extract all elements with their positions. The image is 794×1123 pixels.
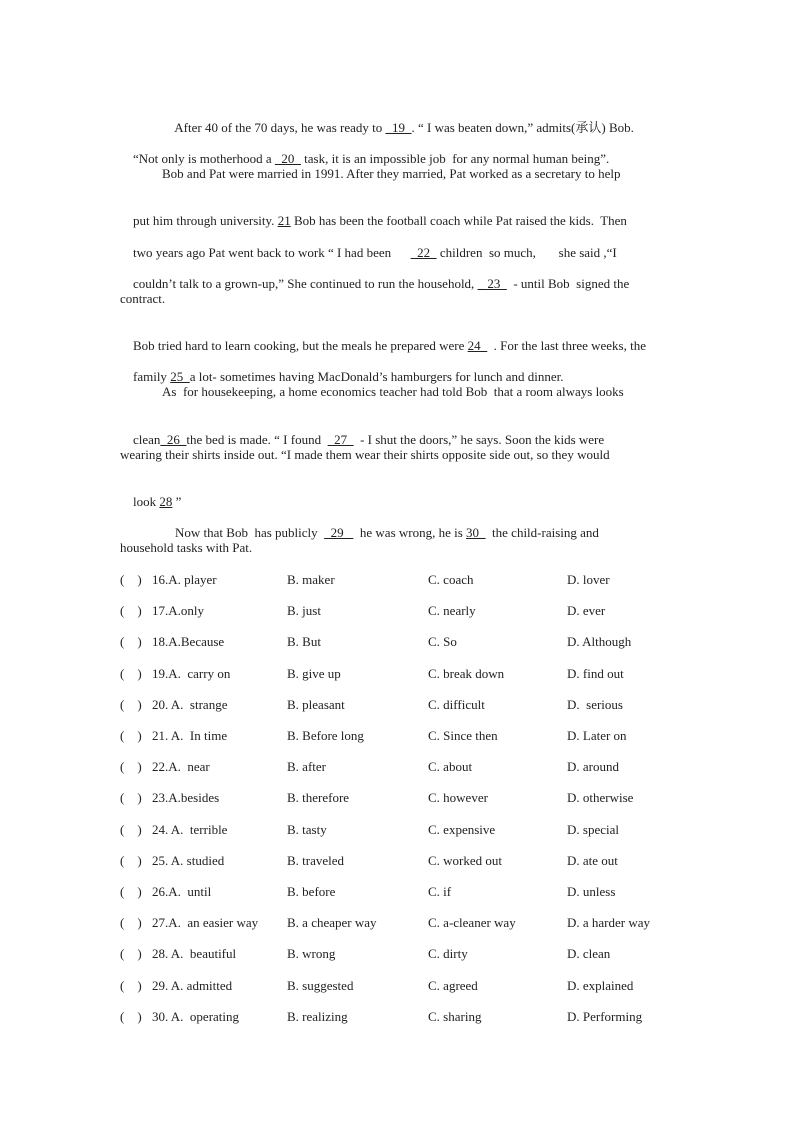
option-a: 26.A. until [152,884,212,899]
option-c: C. difficult [428,697,485,712]
answer-bracket[interactable]: ( ) [120,978,142,993]
option-b: B. maker [287,572,335,587]
option-a: 19.A. carry on [152,666,231,681]
answer-bracket[interactable]: ( ) [120,790,142,805]
text: he was wrong, he is [353,525,467,540]
text: the bed is made. “ I found [186,432,328,447]
option-b: B. But [287,634,321,649]
option-d: D. ate out [567,853,618,868]
option-d: D. clean [567,946,611,961]
option-c: C. a-cleaner way [428,915,516,930]
passage-line: wearing their shirts inside out. “I made them wear their shirts opposite side out, so they would [120,447,610,462]
option-d: D. a harder way [567,915,651,930]
blank: 27 [327,432,354,447]
option-c: C. Since then [428,728,498,743]
answer-bracket[interactable]: ( ) [120,759,142,774]
blank: 29 [324,525,354,540]
option-b: B. after [287,759,326,774]
blank: 20_ [274,151,301,166]
option-c: C. coach [428,572,474,587]
option-a: 27.A. an easier way [152,915,259,930]
option-c: C. break down [428,666,505,681]
passage-line: Bob and Pat were married in 1991. After they married, Pat worked as a secretary to help [162,166,621,181]
option-b: B. give up [287,666,341,681]
text: Bob tried hard to learn cooking, but the meals he prepared were [133,338,468,353]
text: - until Bob signed the [506,276,630,291]
answer-bracket[interactable]: ( ) [120,853,142,868]
option-d: D. serious [567,697,623,712]
option-b: B. pleasant [287,697,345,712]
option-c: C. about [428,759,473,774]
option-a: 16.A. player [152,572,217,587]
option-d: D. lover [567,572,610,587]
answer-bracket[interactable]: ( ) [120,666,142,681]
passage-line: contract. [120,291,166,306]
text: . “ I was beaten down,” admits(承认) Bob. [411,120,634,135]
option-b: B. tasty [287,822,327,837]
text: Bob has been the football coach while Pat raised the kids. Then [290,213,627,228]
option-b: B. suggested [287,978,354,993]
option-b: B. just [287,603,321,618]
option-c: C. if [428,884,452,899]
answer-bracket[interactable]: ( ) [120,1009,142,1024]
option-a: 18.A.Because [152,634,225,649]
option-c: C. agreed [428,978,478,993]
option-c: C. worked out [428,853,503,868]
blank: _19_ [385,120,412,135]
blank: 25 [170,369,190,384]
option-c: C. sharing [428,1009,482,1024]
text: Now that Bob has publicly [175,525,325,540]
text: After 40 of the 70 days, he was ready to [174,120,386,135]
option-a: 17.A.only [152,603,204,618]
passage-line: household tasks with Pat. [120,540,253,555]
option-c: C. nearly [428,603,476,618]
option-b: B. a cheaper way [287,915,377,930]
option-d: D. Although [567,634,632,649]
option-b: B. realizing [287,1009,348,1024]
option-a: 29. A. admitted [152,978,233,993]
option-b: B. Before long [287,728,364,743]
answer-bracket[interactable]: ( ) [120,946,142,961]
blank: 24_ [467,338,488,353]
option-b: B. therefore [287,790,350,805]
option-c: C. dirty [428,946,468,961]
option-a: 24. A. terrible [152,822,228,837]
passage-line [120,260,629,308]
option-a: 22.A. near [152,759,210,774]
option-d: D. explained [567,978,634,993]
option-c: C. however [428,790,488,805]
text: - I shut the doors,” he says. Soon the kids were [353,432,605,447]
text: a lot- sometimes having MacDonald’s hamburgers for lunch and dinner. [189,369,564,384]
blank: 22 [410,245,437,260]
option-d: D. otherwise [567,790,634,805]
option-d: D. unless [567,884,616,899]
text: . For the last three weeks, the [487,338,646,353]
option-d: D. around [567,759,619,774]
option-a: 21. A. In time [152,728,228,743]
option-a: 20. A. strange [152,697,228,712]
option-d: D. Later on [567,728,627,743]
text: ” [172,494,182,509]
option-a: 28. A. beautiful [152,946,237,961]
option-d: D. special [567,822,619,837]
text: two years ago Pat went back to work “ I had been [133,245,411,260]
option-a: 23.A.besides [152,790,220,805]
blank: 28 [159,494,173,509]
option-b: B. before [287,884,336,899]
answer-bracket[interactable]: ( ) [120,572,142,587]
blank: 21 [277,213,291,228]
answer-bracket[interactable]: ( ) [120,822,142,837]
answer-bracket[interactable]: ( ) [120,884,142,899]
text: children so much, she said ,“I [436,245,617,260]
answer-bracket[interactable]: ( ) [120,728,142,743]
text: task, it is an impossible job for any normal human being”. [300,151,610,166]
option-d: D. find out [567,666,624,681]
option-b: B. wrong [287,946,336,961]
text: clean [133,432,161,447]
option-a: 25. A. studied [152,853,225,868]
option-c: C. So [428,634,457,649]
blank: 30_ [466,525,486,540]
text: “Not only is motherhood a [133,151,275,166]
option-d: D. ever [567,603,606,618]
text: couldn’t talk to a grown-up,” She continued to run the household, [133,276,478,291]
option-a: 30. A. operating [152,1009,240,1024]
text: family [133,369,171,384]
option-b: B. traveled [287,853,345,868]
answer-bracket[interactable]: ( ) [120,634,142,649]
text: the child-raising and [485,525,599,540]
blank: _ 23 [477,276,507,291]
answer-bracket[interactable]: ( ) [120,603,142,618]
text: put him through university. [133,213,278,228]
passage-line: As for housekeeping, a home economics teacher had told Bob that a room always looks [162,384,624,399]
blank: _26_ [160,432,187,447]
option-d: D. Performing [567,1009,643,1024]
answer-bracket[interactable]: ( ) [120,697,142,712]
answer-bracket[interactable]: ( ) [120,915,142,930]
text: look [133,494,160,509]
option-c: C. expensive [428,822,496,837]
